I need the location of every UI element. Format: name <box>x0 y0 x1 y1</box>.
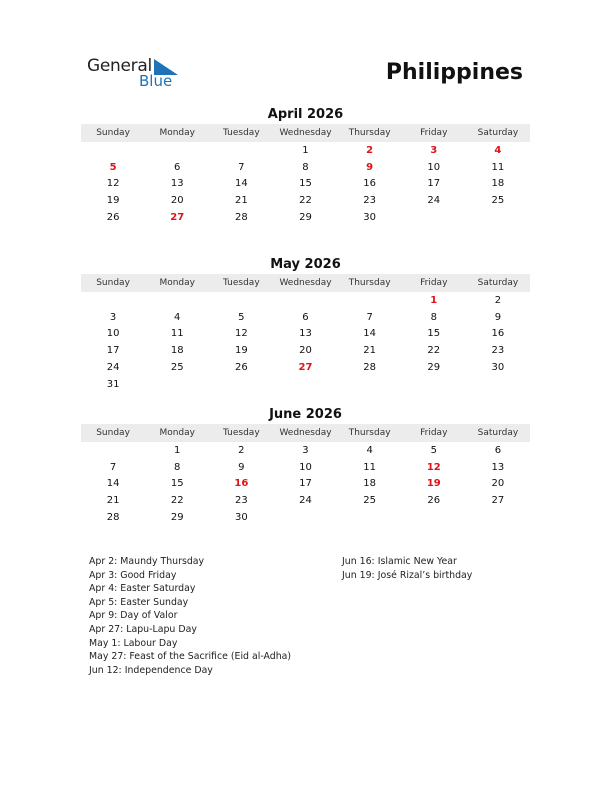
day-cell: 26 <box>234 362 248 374</box>
day-cell: 10 <box>427 161 441 173</box>
weekday-label: Saturday <box>477 128 519 138</box>
day-cell: 4 <box>174 311 181 323</box>
day-cell: 11 <box>491 161 505 173</box>
day-cell: 18 <box>491 178 505 190</box>
day-cell: 28 <box>234 212 248 224</box>
day-cell: 20 <box>491 478 505 490</box>
weekday-label: Saturday <box>477 278 519 288</box>
day-cell: 27 <box>298 362 313 374</box>
weekday-label: Tuesday <box>223 428 260 438</box>
holiday-list-item: May 27: Feast of the Sacrifice (Eid al-Adha) <box>89 651 292 663</box>
holiday-list-item: Apr 4: Easter Saturday <box>89 583 196 595</box>
week-row <box>81 309 530 326</box>
day-cell: 1 <box>174 444 181 456</box>
day-cell: 13 <box>299 328 312 340</box>
day-cell: 25 <box>363 495 376 507</box>
day-cell: 13 <box>170 178 184 190</box>
week-row <box>81 159 530 176</box>
day-cell: 15 <box>170 478 184 490</box>
day-cell: 3 <box>302 444 309 456</box>
weekday-label: Friday <box>420 128 448 138</box>
day-cell: 10 <box>106 328 120 340</box>
day-cell: 8 <box>174 461 181 473</box>
day-cell: 17 <box>427 178 441 190</box>
generalblue-logo <box>87 56 187 92</box>
holiday-list-item: Jun 19: José Rizal’s birthday <box>342 569 473 581</box>
day-cell: 11 <box>363 461 376 473</box>
day-cell: 12 <box>426 461 441 473</box>
day-cell: 25 <box>170 362 184 374</box>
country-title: Philippines <box>385 60 523 85</box>
day-cell: 4 <box>494 144 502 156</box>
weekday-header-row <box>81 424 530 442</box>
day-cell: 25 <box>491 195 505 207</box>
week-row <box>81 459 530 476</box>
day-cell: 22 <box>170 495 184 507</box>
day-cell: 12 <box>106 178 120 190</box>
week-row <box>81 142 530 159</box>
month-title: April 2026 <box>267 107 344 122</box>
weekday-label: Thursday <box>348 428 391 438</box>
weekday-header-row <box>81 124 530 142</box>
logo-blue-text: Blue <box>139 72 173 90</box>
day-cell: 13 <box>491 461 505 473</box>
day-cell: 20 <box>299 345 312 357</box>
week-row <box>81 192 530 209</box>
holiday-list-item: Jun 16: Islamic New Year <box>342 556 457 567</box>
day-cell: 27 <box>170 212 185 224</box>
weekday-label: Thursday <box>348 128 391 138</box>
weekday-label: Tuesday <box>223 128 260 138</box>
day-cell: 23 <box>363 195 376 207</box>
week-row <box>81 442 530 459</box>
day-cell: 10 <box>299 461 312 473</box>
day-cell: 6 <box>174 161 181 173</box>
day-cell: 15 <box>299 178 312 190</box>
day-cell: 5 <box>238 311 245 323</box>
day-cell: 6 <box>494 444 502 456</box>
day-cell: 20 <box>170 195 184 207</box>
day-cell: 16 <box>491 328 505 340</box>
holiday-list-item: Apr 5: Easter Sunday <box>89 596 189 608</box>
day-cell: 1 <box>302 144 309 156</box>
day-cell: 30 <box>234 512 248 524</box>
holiday-list-item: Jun 12: Independence Day <box>89 664 213 676</box>
weekday-label: Wednesday <box>279 278 332 288</box>
week-row <box>81 176 530 193</box>
week-row <box>81 359 530 376</box>
day-cell: 29 <box>299 212 312 224</box>
weekday-label: Saturday <box>477 428 519 438</box>
day-cell: 8 <box>302 161 309 173</box>
day-cell: 21 <box>363 345 376 357</box>
holiday-list-item: Apr 2: Maundy Thursday <box>89 556 205 567</box>
day-cell: 19 <box>106 195 120 207</box>
day-cell: 18 <box>363 478 376 490</box>
day-cell: 14 <box>234 178 248 190</box>
month-calendar-april <box>81 106 530 226</box>
day-cell: 7 <box>109 461 117 473</box>
day-cell: 6 <box>302 311 309 323</box>
day-cell: 24 <box>106 362 120 374</box>
day-cell: 17 <box>299 478 312 490</box>
day-cell: 14 <box>363 328 376 340</box>
week-row <box>81 492 530 509</box>
day-cell: 8 <box>430 311 437 323</box>
day-cell: 5 <box>109 161 117 173</box>
week-row <box>81 376 530 393</box>
week-row <box>81 209 530 226</box>
weekday-label: Sunday <box>96 278 130 288</box>
weekday-label: Monday <box>159 428 195 438</box>
month-title: June 2026 <box>269 407 342 422</box>
day-cell: 1 <box>430 294 438 306</box>
day-cell: 7 <box>366 311 373 323</box>
day-cell: 21 <box>234 195 248 207</box>
day-cell: 14 <box>106 478 120 490</box>
day-cell: 21 <box>106 495 120 507</box>
weekday-label: Friday <box>420 278 448 288</box>
day-cell: 17 <box>106 345 120 357</box>
day-cell: 30 <box>363 212 376 224</box>
weekday-label: Monday <box>159 128 195 138</box>
day-cell: 27 <box>491 495 505 507</box>
day-cell: 29 <box>427 362 441 374</box>
day-cell: 24 <box>427 195 441 207</box>
weekday-label: Sunday <box>96 428 130 438</box>
weekday-label: Tuesday <box>223 278 260 288</box>
day-cell: 22 <box>427 345 441 357</box>
week-row <box>81 326 530 343</box>
day-cell: 15 <box>427 328 441 340</box>
day-cell: 9 <box>366 161 374 173</box>
day-cell: 16 <box>363 178 376 190</box>
weekday-label: Wednesday <box>279 128 332 138</box>
day-cell: 24 <box>299 495 312 507</box>
holiday-list-item: Apr 3: Good Friday <box>89 569 177 581</box>
day-cell: 5 <box>430 444 437 456</box>
day-cell: 3 <box>109 311 117 323</box>
day-cell: 3 <box>430 144 438 156</box>
weekday-header-row <box>81 274 530 292</box>
day-cell: 9 <box>494 311 502 323</box>
day-cell: 31 <box>106 378 120 390</box>
day-cell: 29 <box>170 512 184 524</box>
day-cell: 4 <box>366 444 373 456</box>
weekday-label: Friday <box>420 428 448 438</box>
week-row <box>81 509 530 526</box>
weekday-label: Wednesday <box>279 428 332 438</box>
week-row <box>81 342 530 359</box>
day-cell: 2 <box>238 444 245 456</box>
day-cell: 23 <box>234 495 248 507</box>
week-row <box>81 292 530 309</box>
holiday-list-right <box>342 555 472 582</box>
day-cell: 11 <box>170 328 184 340</box>
day-cell: 12 <box>234 328 248 340</box>
day-cell: 18 <box>170 345 184 357</box>
holiday-list-item: Apr 9: Day of Valor <box>89 610 178 622</box>
day-cell: 19 <box>426 478 441 490</box>
day-cell: 30 <box>491 362 505 374</box>
day-cell: 7 <box>238 161 245 173</box>
day-cell: 16 <box>234 478 249 490</box>
month-title: May 2026 <box>270 257 341 272</box>
day-cell: 22 <box>299 195 312 207</box>
day-cell: 2 <box>366 144 374 156</box>
day-cell: 23 <box>491 345 505 357</box>
weekday-label: Thursday <box>348 278 391 288</box>
holiday-list-item: Apr 27: Lapu-Lapu Day <box>89 623 197 635</box>
holiday-list-left <box>89 555 291 677</box>
weekday-label: Monday <box>159 278 195 288</box>
day-cell: 28 <box>106 512 120 524</box>
day-cell: 19 <box>234 345 248 357</box>
holiday-list-item: May 1: Labour Day <box>89 637 178 649</box>
day-cell: 26 <box>427 495 441 507</box>
weekday-label: Sunday <box>96 128 130 138</box>
week-row <box>81 476 530 493</box>
day-cell: 26 <box>106 212 120 224</box>
month-calendar-may <box>81 256 530 393</box>
day-cell: 2 <box>494 294 502 306</box>
logo-general-text: General <box>87 56 152 76</box>
day-cell: 28 <box>363 362 376 374</box>
day-cell: 9 <box>238 461 245 473</box>
month-calendar-june <box>81 406 530 526</box>
